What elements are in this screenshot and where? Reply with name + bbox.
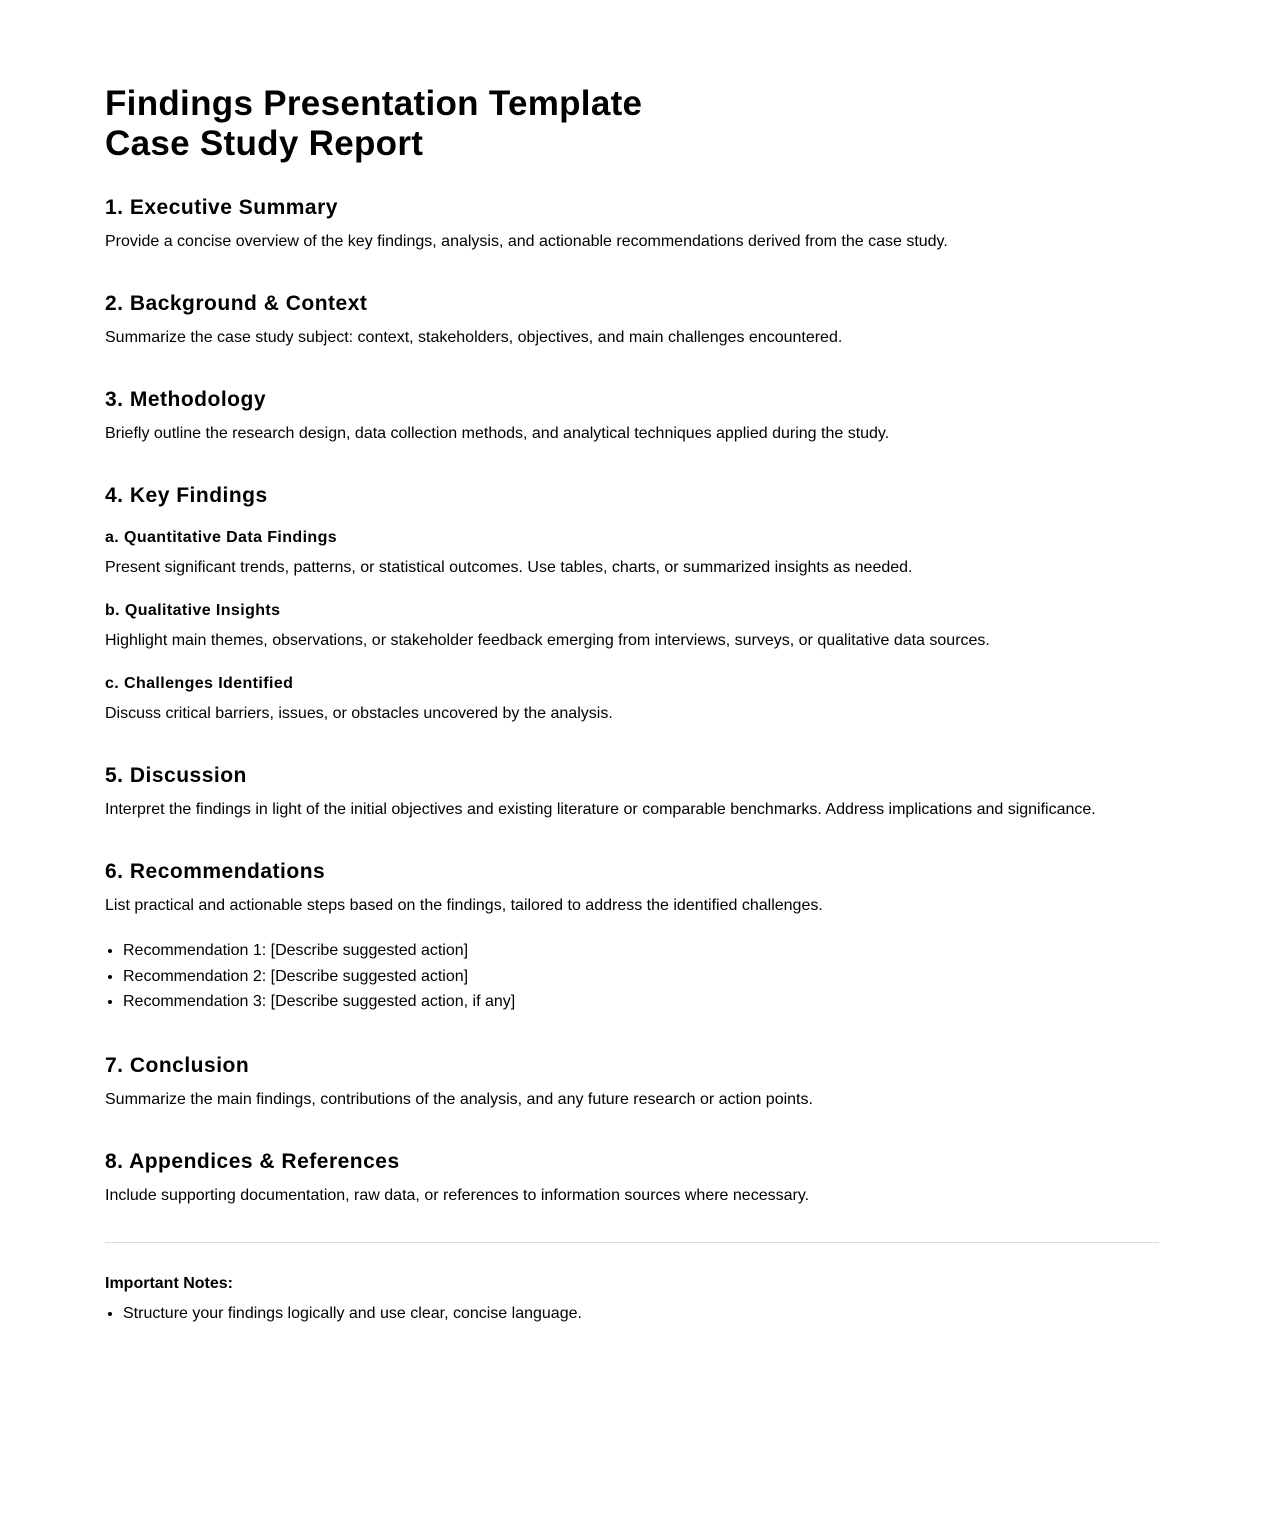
notes-heading: Important Notes: xyxy=(105,1274,233,1292)
section-heading: 1. Executive Summary xyxy=(105,196,338,219)
section-text: Interpret the findings in light of the initial objectives and existing literature or comparable benchmarks. Address implications and significance. xyxy=(105,801,1096,818)
title-line-1: Findings Presentation Template xyxy=(105,84,643,123)
section-heading: 6. Recommendations xyxy=(105,860,326,883)
subsection-text: Present significant trends, patterns, or statistical outcomes. Use tables, charts, or summarized insights as needed. xyxy=(105,559,913,576)
section-executive-summary xyxy=(105,195,1159,253)
list-item: • Recommendation 2: [Describe suggested action] xyxy=(123,964,1159,990)
subsection-heading: a. Quantitative Data Findings xyxy=(105,529,338,546)
title-line-2: Case Study Report xyxy=(105,124,424,163)
subsection-heading: c. Challenges Identified xyxy=(105,675,294,692)
subsection-quantitative-findings xyxy=(105,527,1159,579)
subsection-heading: b. Qualitative Insights xyxy=(105,602,281,619)
notes-list xyxy=(105,1303,1159,1325)
list-item: • Structure your findings logically and use clear, concise language. xyxy=(123,1303,1159,1325)
section-discussion xyxy=(105,763,1159,821)
section-key-findings xyxy=(105,483,1159,725)
subsection-text: Highlight main themes, observations, or stakeholder feedback emerging from interviews, surveys, or qualitative data sources. xyxy=(105,632,990,649)
section-heading: 2. Background & Context xyxy=(105,292,368,315)
section-appendices-references xyxy=(105,1149,1159,1207)
subsection-qualitative-insights xyxy=(105,600,1159,652)
section-methodology xyxy=(105,387,1159,445)
document-content xyxy=(105,84,1159,1322)
section-heading: 4. Key Findings xyxy=(105,484,268,507)
section-heading: 5. Discussion xyxy=(105,764,247,787)
list-item: • Recommendation 3: [Describe suggested action, if any] xyxy=(123,989,1159,1015)
document-title xyxy=(105,84,1159,164)
subsection-challenges-identified xyxy=(105,673,1159,725)
section-text: Summarize the case study subject: context, stakeholders, objectives, and main challenges encountered. xyxy=(105,329,843,346)
section-heading: 7. Conclusion xyxy=(105,1053,250,1077)
section-text: Provide a concise overview of the key findings, analysis, and actionable recommendations derived from the case study. xyxy=(105,233,948,250)
section-text: Briefly outline the research design, data collection methods, and analytical techniques applied during the study. xyxy=(105,425,890,442)
section-text: List practical and actionable steps based on the findings, tailored to address the identified challenges. xyxy=(105,897,823,914)
list-item: • Recommendation 1: [Describe suggested action] xyxy=(123,938,1159,964)
section-text: Include supporting documentation, raw data, or references to information sources where necessary. xyxy=(105,1186,810,1204)
subsection-text: Discuss critical barriers, issues, or obstacles uncovered by the analysis. xyxy=(105,705,613,722)
section-recommendations xyxy=(105,859,1159,1015)
section-background-context xyxy=(105,291,1159,349)
section-conclusion xyxy=(105,1053,1159,1111)
recommendations-list xyxy=(105,938,1159,1015)
divider xyxy=(105,1242,1159,1243)
section-heading: 8. Appendices & References xyxy=(105,1149,400,1173)
section-heading: 3. Methodology xyxy=(105,388,266,411)
section-text: Summarize the main findings, contributions of the analysis, and any future research or action points. xyxy=(105,1090,813,1108)
important-notes xyxy=(105,1273,1159,1325)
